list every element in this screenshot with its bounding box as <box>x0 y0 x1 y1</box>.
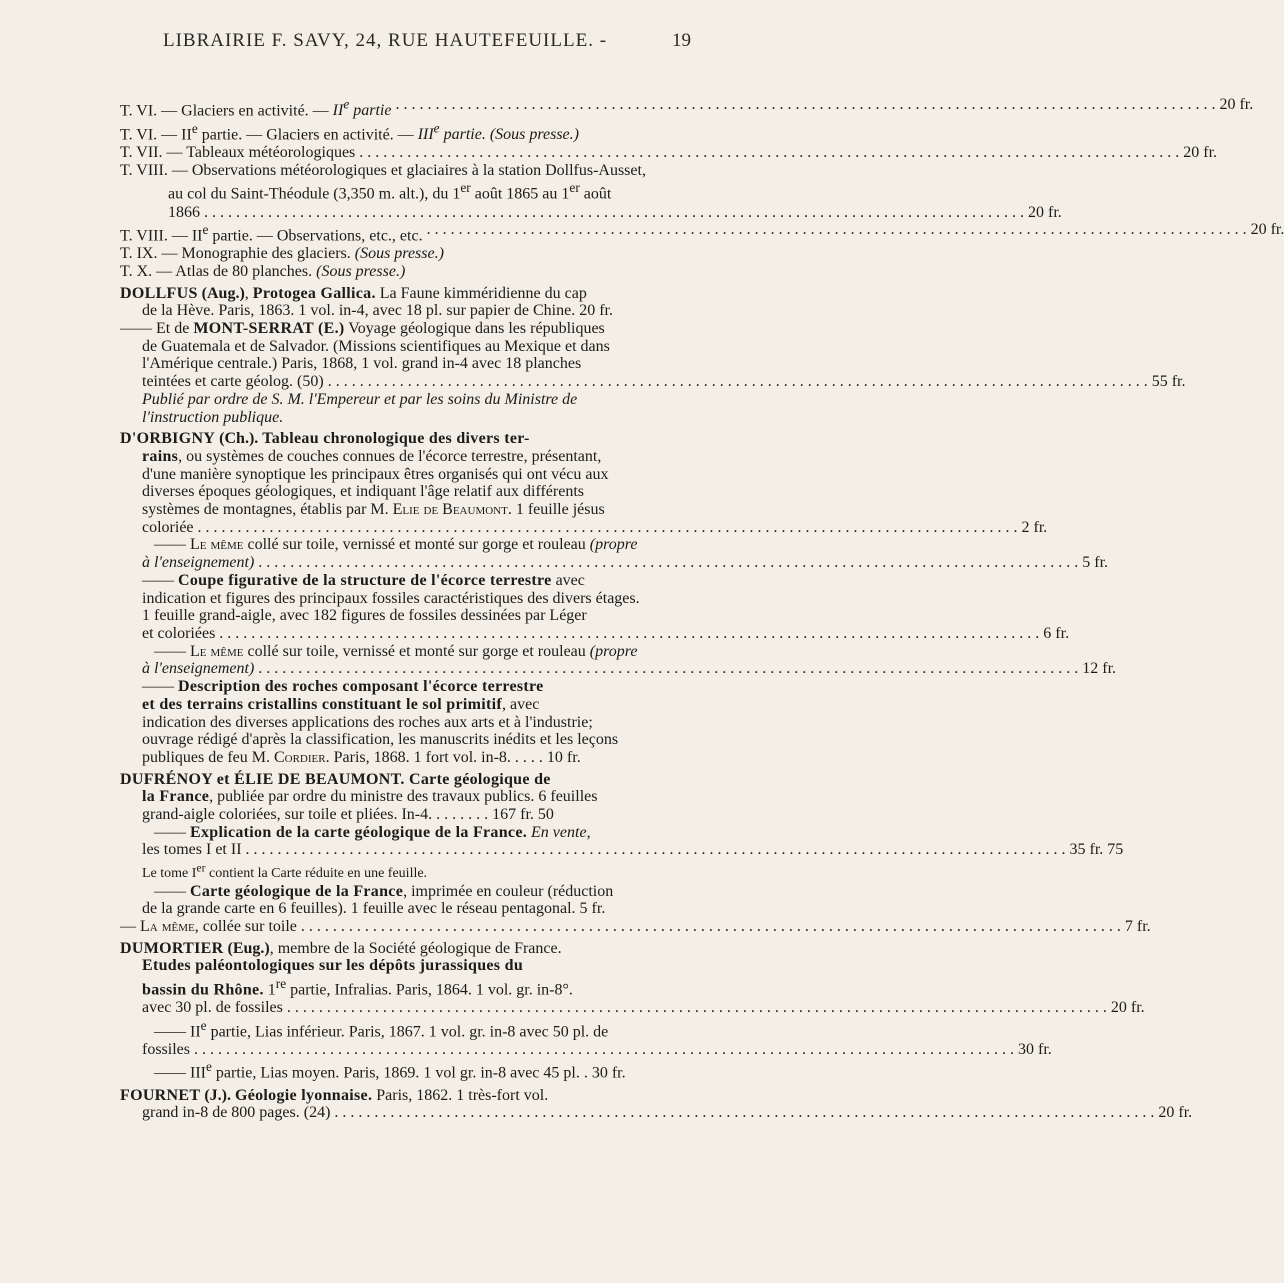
catalog-line <box>120 409 738 427</box>
line-text: —— IIIe partie, Lias moyen. Paris, 1869. 1 vol gr. in-8 avec 45 pl. . 30 fr. <box>154 1059 626 1082</box>
line-text: diverses époques géologiques, et indiquant l'âge relatif aux différents <box>142 483 585 501</box>
dot-leader <box>297 918 1121 936</box>
price: 20 fr. <box>1183 144 1218 162</box>
catalog-line <box>120 660 1117 678</box>
price: 20 fr. <box>1158 1104 1193 1122</box>
line-text: l'Amérique centrale.) Paris, 1868, 1 vol. grand in-4 avec 18 planches <box>142 355 582 373</box>
catalog-line <box>120 572 738 590</box>
line-text: ouvrage rédigé d'après la classification, les manuscrits inédits et les leçons <box>142 731 619 749</box>
price: 35 fr. 75 <box>1069 841 1124 859</box>
line-text: D'ORBIGNY (Ch.). Tableau chronologique des divers ter- <box>120 430 530 448</box>
line-text: Le tome Ier contient la Carte réduite en une feuille. <box>142 861 428 881</box>
catalog-line <box>120 263 738 281</box>
dot-leader <box>215 625 1039 643</box>
line-text: Publié par ordre de S. M. l'Empereur et par les soins du Ministre de <box>142 390 578 408</box>
catalog-line <box>120 1104 1193 1122</box>
line-text: systèmes de montagnes, établis par M. Elie de Beaumont. 1 feuille jésus <box>142 501 605 519</box>
running-header <box>150 30 620 52</box>
catalog-line <box>120 373 1186 391</box>
catalog-line <box>120 957 738 975</box>
line-text: DOLLFUS (Aug.), Protogea Gallica. La Faune kimméridienne du cap <box>120 284 587 302</box>
dot-leader <box>194 519 1018 537</box>
line-text: avec 30 pl. de fossiles <box>142 999 283 1017</box>
catalog-line <box>120 245 738 263</box>
price: 2 fr. <box>1021 518 1048 536</box>
line-text: T. VI. — Glaciers en activité. — IIe partie <box>120 97 392 120</box>
line-text: T. X. — Atlas de 80 planches. (Sous presse.) <box>120 262 406 280</box>
line-text: FOURNET (J.). Géologie lyonnaise. Paris, 1862. 1 très-fort vol. <box>120 1086 549 1104</box>
line-text: teintées et carte géolog. (50) <box>142 373 324 391</box>
catalog-line <box>120 554 1109 572</box>
price: 20 fr. <box>1028 203 1062 221</box>
catalog-line <box>120 518 1048 537</box>
header-title: LIBRAIRIE F. SAVY, 24, RUE HAUTEFEUILLE. <box>162 30 594 51</box>
catalog-line <box>120 643 738 661</box>
line-text: T. IX. — Monographie des glaciers. (Sous presse.) <box>120 245 444 263</box>
catalog-line <box>120 607 738 625</box>
catalog-line <box>120 625 1070 643</box>
line-text: d'une manière synoptique les principaux êtres organisés qui ont vécu aux <box>142 465 609 483</box>
dot-leader <box>190 1041 1014 1059</box>
dot-leader <box>254 660 1078 678</box>
catalog-line <box>120 1058 738 1082</box>
page-number: 19 <box>672 30 691 51</box>
line-text: —— Explication de la carte géologique de la France. En vente, <box>154 823 591 841</box>
line-text: coloriée <box>142 518 194 536</box>
catalog-line <box>120 285 738 303</box>
catalog-line <box>120 483 738 501</box>
line-text: à l'enseignement) <box>142 554 255 572</box>
line-text: —— Et de MONT-SERRAT (E.) Voyage géologique dans les républiques <box>120 320 605 338</box>
price: 12 fr. <box>1082 660 1117 678</box>
catalog-line <box>120 975 738 999</box>
price: 20 fr. <box>1219 96 1254 113</box>
line-text: et coloriées <box>142 625 216 642</box>
line-text: — La même, collée sur toile <box>120 917 297 935</box>
price: 7 fr. <box>1124 917 1151 935</box>
catalog-line <box>120 162 738 180</box>
line-text: publiques de feu M. Cordier. Paris, 1868. 1 fort vol. in-8. . . . . 10 fr. <box>142 748 581 766</box>
line-text: au col du Saint-Théodule (3,350 m. alt.), du 1er août 1865 au 1er août <box>168 180 612 203</box>
dot-leader <box>391 96 1215 120</box>
dot-leader <box>355 144 1179 162</box>
catalog-entries <box>120 96 1284 1122</box>
catalog-line <box>120 731 738 749</box>
line-text: 1 feuille grand-aigle, avec 182 figures de fossiles dessinées par Léger <box>142 607 587 625</box>
dot-leader <box>423 221 1247 245</box>
catalog-line <box>120 466 738 484</box>
catalog-line <box>120 940 738 958</box>
line-text: Etudes paléontologiques sur les dépôts jurassiques du <box>142 957 524 975</box>
line-text: T. VI. — IIe partie. — Glaciers en activité. — IIIe partie. (Sous presse.) <box>120 121 579 144</box>
catalog-line <box>120 1040 1052 1059</box>
line-text: T. VII. — Tableaux météorologiques <box>120 144 356 162</box>
dot-leader <box>254 554 1078 572</box>
catalog-line <box>120 144 1218 162</box>
line-text: indication des diverses applications des roches aux arts et à l'industrie; <box>142 713 593 731</box>
catalog-line <box>120 841 1124 859</box>
catalog-line <box>120 788 738 806</box>
line-text: de la Hève. Paris, 1863. 1 vol. in-4, avec 18 pl. sur papier de Chine. 20 fr. <box>142 302 613 320</box>
line-text: à l'enseignement) <box>142 660 255 678</box>
line-text: —— Description des roches composant l'écorce terrestre <box>142 678 544 696</box>
catalog-line <box>120 221 1284 245</box>
line-text: de Guatemala et de Salvador. (Missions scientifiques au Mexique et dans <box>142 337 610 355</box>
catalog-line <box>120 302 738 320</box>
catalog-line <box>120 391 738 409</box>
catalog-line <box>120 1017 738 1041</box>
catalog-line <box>120 824 738 842</box>
line-text: bassin du Rhône. 1re partie, Infralias. Paris, 1864. 1 vol. gr. in-8°. <box>142 976 573 999</box>
catalog-line <box>120 536 738 554</box>
catalog-line <box>120 917 1151 936</box>
line-text: de la grande carte en 6 feuilles). 1 feuille avec le réseau pentagonal. 5 fr. <box>142 900 606 918</box>
catalog-line <box>120 179 738 203</box>
catalog-line <box>120 749 738 767</box>
catalog-line <box>120 501 738 519</box>
price: 5 fr. <box>1082 554 1109 572</box>
line-text: T. VIII. — Observations météorologiques et glaciaires à la station Dollfus-Ausset, <box>120 161 646 179</box>
price: 55 fr. <box>1151 373 1186 391</box>
price: 20 fr. <box>1110 999 1145 1017</box>
line-text: indication et figures des principaux fossiles caractéristiques des divers étages. <box>142 589 640 607</box>
dot-leader <box>200 204 1024 222</box>
line-text: DUFRÉNOY et ÉLIE DE BEAUMONT. Carte géologique de <box>120 770 551 788</box>
line-text: —— Le même collé sur toile, vernissé et monté sur gorge et rouleau (propre <box>154 642 638 660</box>
line-text: l'instruction publique. <box>142 408 284 426</box>
catalog-line <box>120 320 738 338</box>
line-text: rains, ou systèmes de couches connues de l'écorce terrestre, présentant, <box>142 447 602 465</box>
line-text: grand in-8 de 800 pages. (24) <box>142 1104 331 1122</box>
catalog-line <box>120 590 738 608</box>
catalog-line <box>120 714 738 732</box>
catalog-line <box>120 1087 738 1105</box>
catalog-line <box>120 120 738 144</box>
dot-leader <box>242 841 1066 859</box>
catalog-line <box>120 771 738 789</box>
catalog-line <box>120 430 738 448</box>
line-text: —— Carte géologique de la France, imprimée en couleur (réduction <box>154 882 614 900</box>
dot-leader <box>283 999 1107 1017</box>
line-text: —— Coupe figurative de la structure de l'écorce terrestre avec <box>142 571 585 589</box>
catalog-line <box>120 859 738 882</box>
line-text: et des terrains cristallins constituant le sol primitif, avec <box>142 695 540 713</box>
header-separator: - <box>599 30 608 51</box>
catalog-line <box>120 96 1254 120</box>
catalog-line <box>120 355 738 373</box>
catalog-line <box>120 883 738 901</box>
line-text: les tomes I et II <box>142 841 242 859</box>
line-text: DUMORTIER (Eug.), membre de la Société géologique de France. <box>120 939 562 957</box>
catalog-line <box>120 448 738 466</box>
line-text: 1866 <box>168 203 200 221</box>
line-text: T. VIII. — IIe partie. — Observations, etc., etc. <box>120 222 423 245</box>
price: 30 fr. <box>1018 1040 1052 1058</box>
catalog-line <box>120 900 738 918</box>
price: 6 fr. <box>1043 625 1070 642</box>
catalog-line <box>120 678 738 696</box>
line-text: —— Le même collé sur toile, vernissé et monté sur gorge et rouleau (propre <box>154 536 638 554</box>
catalog-line <box>120 696 738 714</box>
line-text: la France, publiée par ordre du ministre des travaux publics. 6 feuilles <box>142 788 598 806</box>
catalog-line <box>120 203 1062 222</box>
catalog-line <box>120 999 1145 1017</box>
dot-leader <box>330 1104 1154 1122</box>
price: 20 fr. <box>1250 221 1284 239</box>
line-text: —— IIe partie, Lias inférieur. Paris, 1867. 1 vol. gr. in-8 avec 50 pl. de <box>154 1017 609 1041</box>
dot-leader <box>324 373 1148 391</box>
line-text: grand-aigle coloriées, sur toile et pliées. In-4. . . . . . . . 167 fr. 50 <box>142 806 554 824</box>
catalog-line <box>120 806 738 824</box>
line-text: fossiles <box>142 1040 190 1058</box>
catalog-line <box>120 338 738 356</box>
